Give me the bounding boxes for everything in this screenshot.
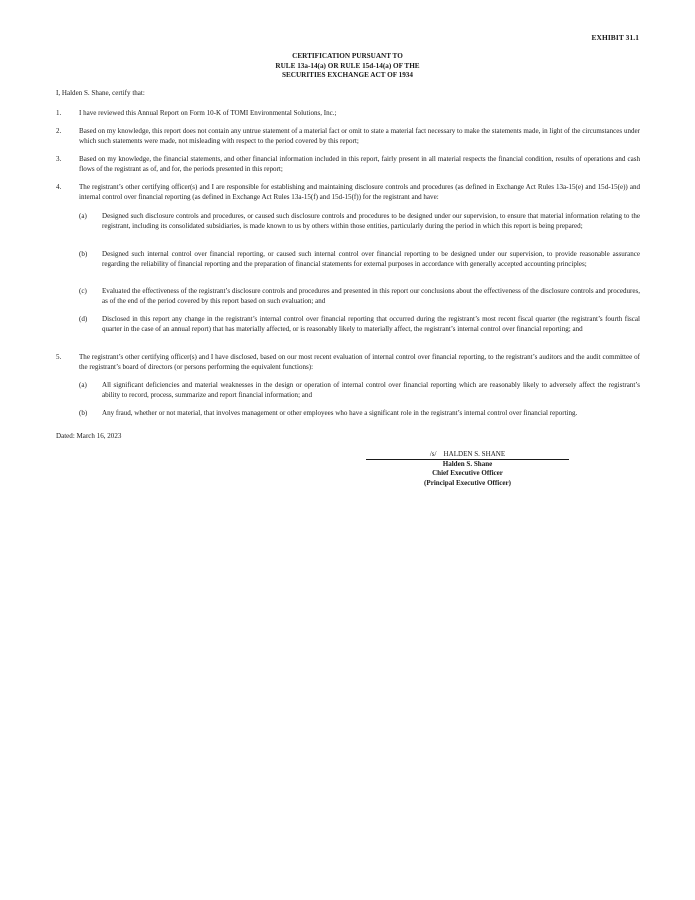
subitem-letter: (c) (79, 287, 87, 295)
signer-capacity: (Principal Executive Officer) (424, 478, 511, 487)
certification-title (0, 52, 695, 81)
subitem-text: Designed such internal control over financial reporting, or caused such internal control over financial reporting to be designed under our supervision, to provide reasonable assurance regarding the reliability of financial reporting and the preparation of financial statements for external purposes in accordance with generally accepted accounting principles; (102, 250, 640, 268)
date-line: Dated: March 16, 2023 (56, 432, 122, 440)
subitem-text: Disclosed in this report any change in the registrant’s internal control over financial reporting that occurred during the registrant’s most recent fiscal quarter (the registrant’s fourth fiscal quarter in the case of an annual report) that has materially affected, or is reasonably likely to materially affect, the registrant’s internal control over financial reporting; and (102, 315, 640, 333)
subitem-letter: (a) (79, 381, 87, 389)
subitem-4c (79, 287, 640, 306)
item-text: Based on my knowledge, this report does not contain any untrue statement of a material fact or omit to state a material fact necessary to make the statements made, in light of the circumstances under which such statements were made, not misleading with respect to the period covered by this report; (79, 127, 640, 145)
signer-title: Chief Executive Officer (432, 469, 503, 478)
item-text: The registrant’s other certifying officer(s) and I are responsible for establishing and maintaining disclosure controls and procedures (as defined in Exchange Act Rules 13a-15(e) and 15d-15(e)) and internal control over financial reporting (as defined in Exchange Act Rules 13a-15(f) and 15d-15(f)) for the registrant and have: (79, 183, 640, 201)
subitem-text: Designed such disclosure controls and procedures, or caused such disclosure controls and procedures to be designed under our supervision, to ensure that material information relating to the registrant, including its consolidated subsidiaries, is made known to us by others within those entities, particularly during the period in which this report is being prepared; (102, 212, 640, 230)
item-number: 4. (56, 183, 62, 191)
subitem-4b (79, 250, 640, 269)
certification-item-3 (56, 155, 640, 174)
item-text: Based on my knowledge, the financial statements, and other financial information included in this report, fairly present in all material respects the financial condition, results of operations and cash flows of the registrant as of, and for, the periods presented in this report; (79, 155, 640, 173)
subitem-5a (79, 381, 640, 400)
subitem-letter: (b) (79, 409, 88, 417)
subitem-4a (79, 212, 640, 231)
subitem-text: All significant deficiencies and material weaknesses in the design or operation of internal control over financial reporting which are reasonably likely to adversely affect the registrant’s ability to record, process, summarize and report financial information; and (102, 381, 640, 399)
certification-item-4 (56, 183, 640, 202)
subitem-4d (79, 315, 640, 334)
subitem-letter: (d) (79, 315, 88, 323)
item-text: I have reviewed this Annual Report on Form 10-K of TOMI Environmental Solutions, Inc.; (79, 109, 337, 117)
exhibit-label: EXHIBIT 31.1 (591, 33, 639, 42)
item-text: The registrant’s other certifying officer(s) and I have disclosed, based on our most recent evaluation of internal control over financial reporting, to the registrant’s auditors and the audit committee of the registrant’s board of directors (or persons performing the equivalent functions): (79, 353, 640, 371)
subitem-letter: (b) (79, 250, 88, 258)
certification-item-5 (56, 353, 640, 372)
subitem-5b (79, 409, 640, 419)
subitem-text: Any fraud, whether or not material, that involves management or other employees who have a significant role in the registrant’s internal control over financial reporting. (102, 409, 578, 417)
certification-item-1 (56, 109, 640, 119)
subitem-letter: (a) (79, 212, 87, 220)
signer-name: Halden S. Shane (442, 460, 493, 468)
certification-item-2 (56, 127, 640, 146)
intro-statement: I, Halden S. Shane, certify that: (56, 89, 145, 97)
signature-conformed: /s/ HALDEN S. SHANE (429, 450, 506, 458)
item-number: 2. (56, 127, 62, 135)
signature-block (366, 450, 569, 488)
title-line: SECURITIES EXCHANGE ACT OF 1934 (282, 71, 413, 79)
item-number: 5. (56, 353, 62, 361)
subitem-text: Evaluated the effectiveness of the registrant’s disclosure controls and procedures and presented in this report our conclusions about the effectiveness of the disclosure controls and procedures, as of the end of the period covered by this report based on such evaluation; and (102, 287, 640, 305)
item-number: 3. (56, 155, 62, 163)
item-number: 1. (56, 109, 62, 117)
title-line: CERTIFICATION PURSUANT TO (292, 52, 403, 60)
title-line: RULE 13a-14(a) OR RULE 15d-14(a) OF THE (275, 61, 420, 70)
